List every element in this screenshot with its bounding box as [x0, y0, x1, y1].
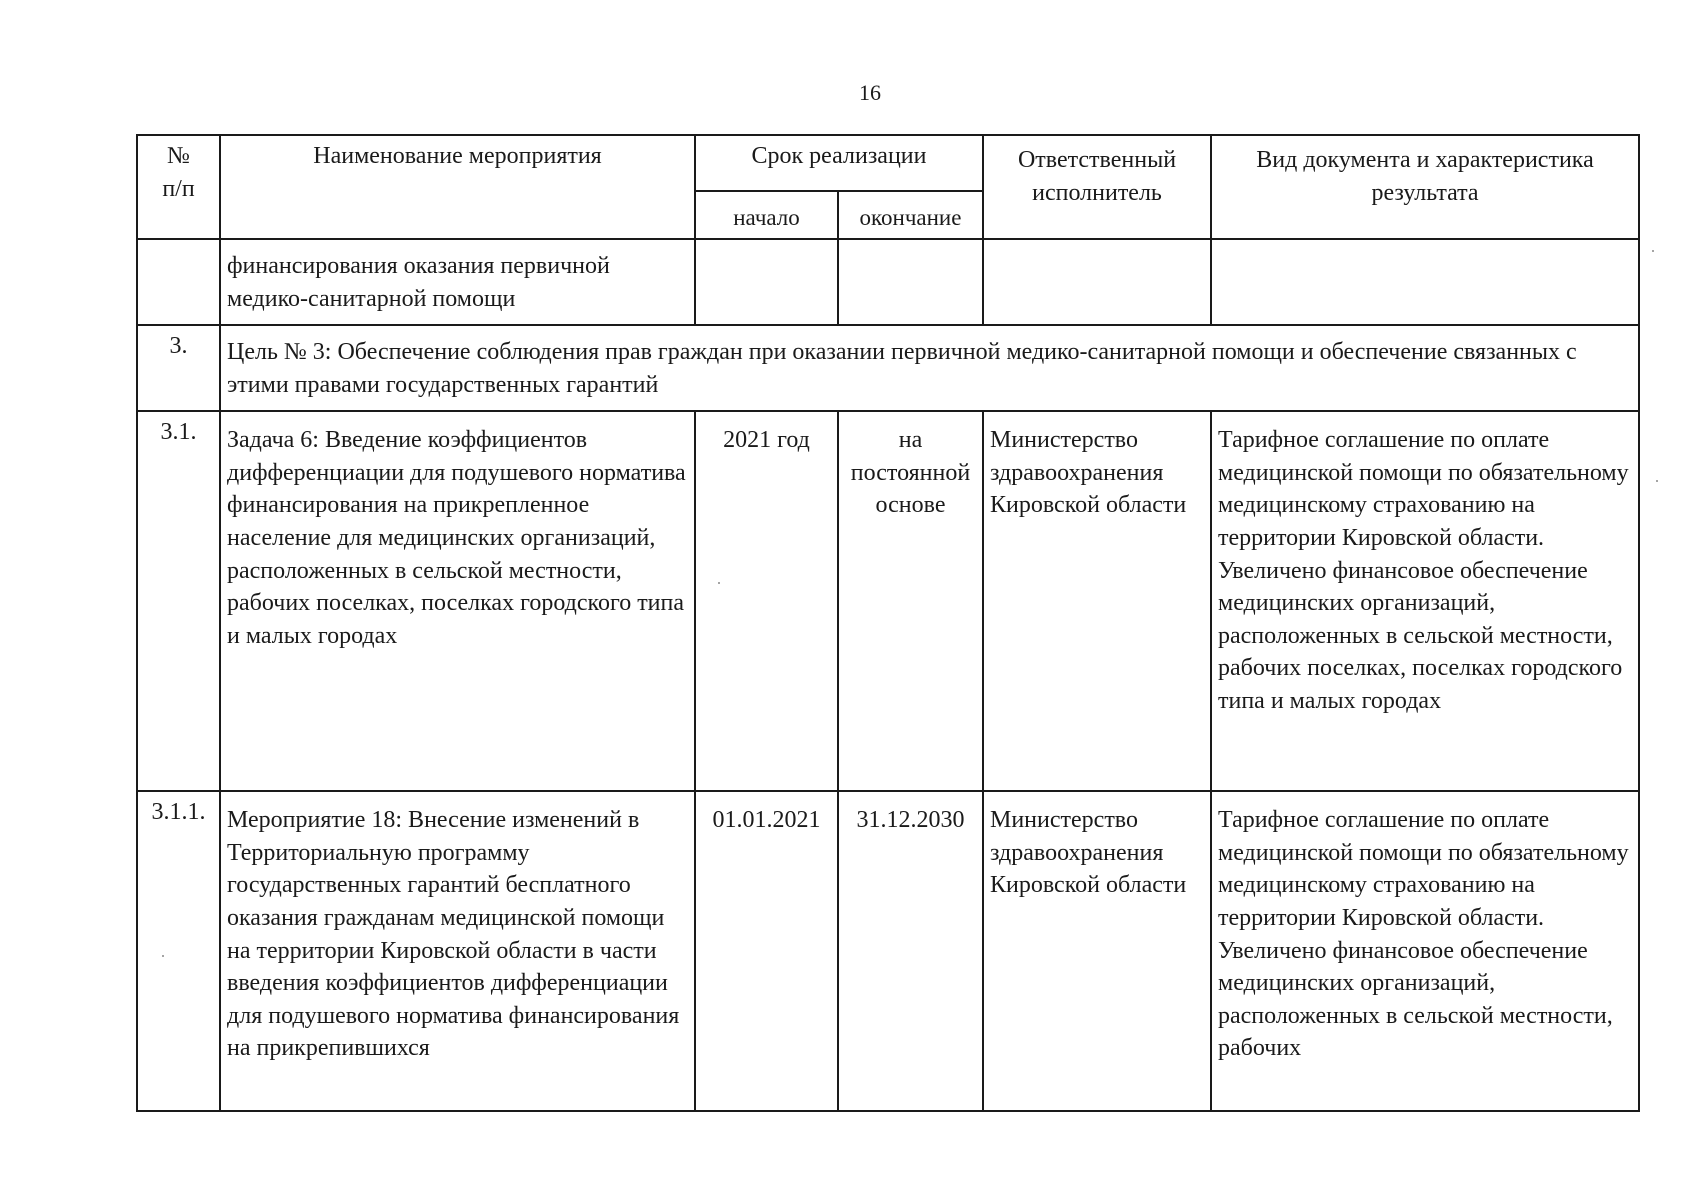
- table-row: [137, 791, 1639, 1111]
- row-number: 3.1.: [137, 411, 220, 791]
- row-start: 01.01.2021: [695, 791, 838, 1111]
- row-name: финансирования оказания первичной медико-санитарной помощи: [220, 239, 695, 325]
- row-number: 3.1.1.: [137, 791, 220, 1111]
- header-period: Срок реализации: [695, 135, 983, 191]
- scan-speck: [1656, 480, 1658, 482]
- row-executor: Министерство здравоохранения Кировской области: [983, 411, 1211, 791]
- page-number: 16: [859, 80, 881, 105]
- row-result: Тарифное соглашение по оплате медицинской помощи по обязательному медицинскому страхованию на территории Кировской области. Увеличено финансовое обеспечение медицинских организаций, расположенных в сельской местности, рабочих поселках, поселках городского типа и малых городах: [1211, 411, 1639, 791]
- header-row: [137, 135, 1639, 191]
- scan-speck: [1652, 250, 1654, 252]
- table-row: [137, 239, 1639, 325]
- activities-table: [136, 134, 1640, 1112]
- row-number: [137, 239, 220, 325]
- goal-text: Цель № 3: Обеспечение соблюдения прав граждан при оказании первичной медико-санитарной помощи и обеспечение связанных с этими правами государственных гарантий: [220, 325, 1639, 411]
- row-end: [838, 239, 983, 325]
- row-number: 3.: [137, 325, 220, 411]
- row-executor: [983, 239, 1211, 325]
- header-executor: Ответственный исполнитель: [983, 135, 1211, 239]
- row-end: 31.12.2030: [838, 791, 983, 1111]
- row-name: Мероприятие 18: Внесение изменений в Территориальную программу государственных гарантий бесплатного оказания гражданам медицинской помощи на территории Кировской области в части введения коэффициентов дифференциации для подушевого норматива финансирования на прикрепившихся: [220, 791, 695, 1111]
- header-result: Вид документа и характеристика результата: [1211, 135, 1639, 239]
- header-start: начало: [695, 191, 838, 239]
- row-result: [1211, 239, 1639, 325]
- row-start: [695, 239, 838, 325]
- header-name: Наименование мероприятия: [220, 135, 695, 239]
- header-number: № п/п: [137, 135, 220, 239]
- table-row: [137, 411, 1639, 791]
- row-result: Тарифное соглашение по оплате медицинской помощи по обязательному медицинскому страхованию на территории Кировской области. Увеличено финансовое обеспечение медицинских организаций, расположенных в сельской местности, рабочих: [1211, 791, 1639, 1111]
- scan-speck: [162, 955, 164, 957]
- row-end: на постоянной основе: [838, 411, 983, 791]
- table-row: [137, 325, 1639, 411]
- row-name: Задача 6: Введение коэффициентов дифференциации для подушевого норматива финансирования на прикрепленное население для медицинских организаций, расположенных в сельской местности, рабочих поселках, поселках городского типа и малых городах: [220, 411, 695, 791]
- row-start: 2021 год: [695, 411, 838, 791]
- header-end: окончание: [838, 191, 983, 239]
- row-executor: Министерство здравоохранения Кировской области: [983, 791, 1211, 1111]
- scan-speck: [718, 582, 720, 584]
